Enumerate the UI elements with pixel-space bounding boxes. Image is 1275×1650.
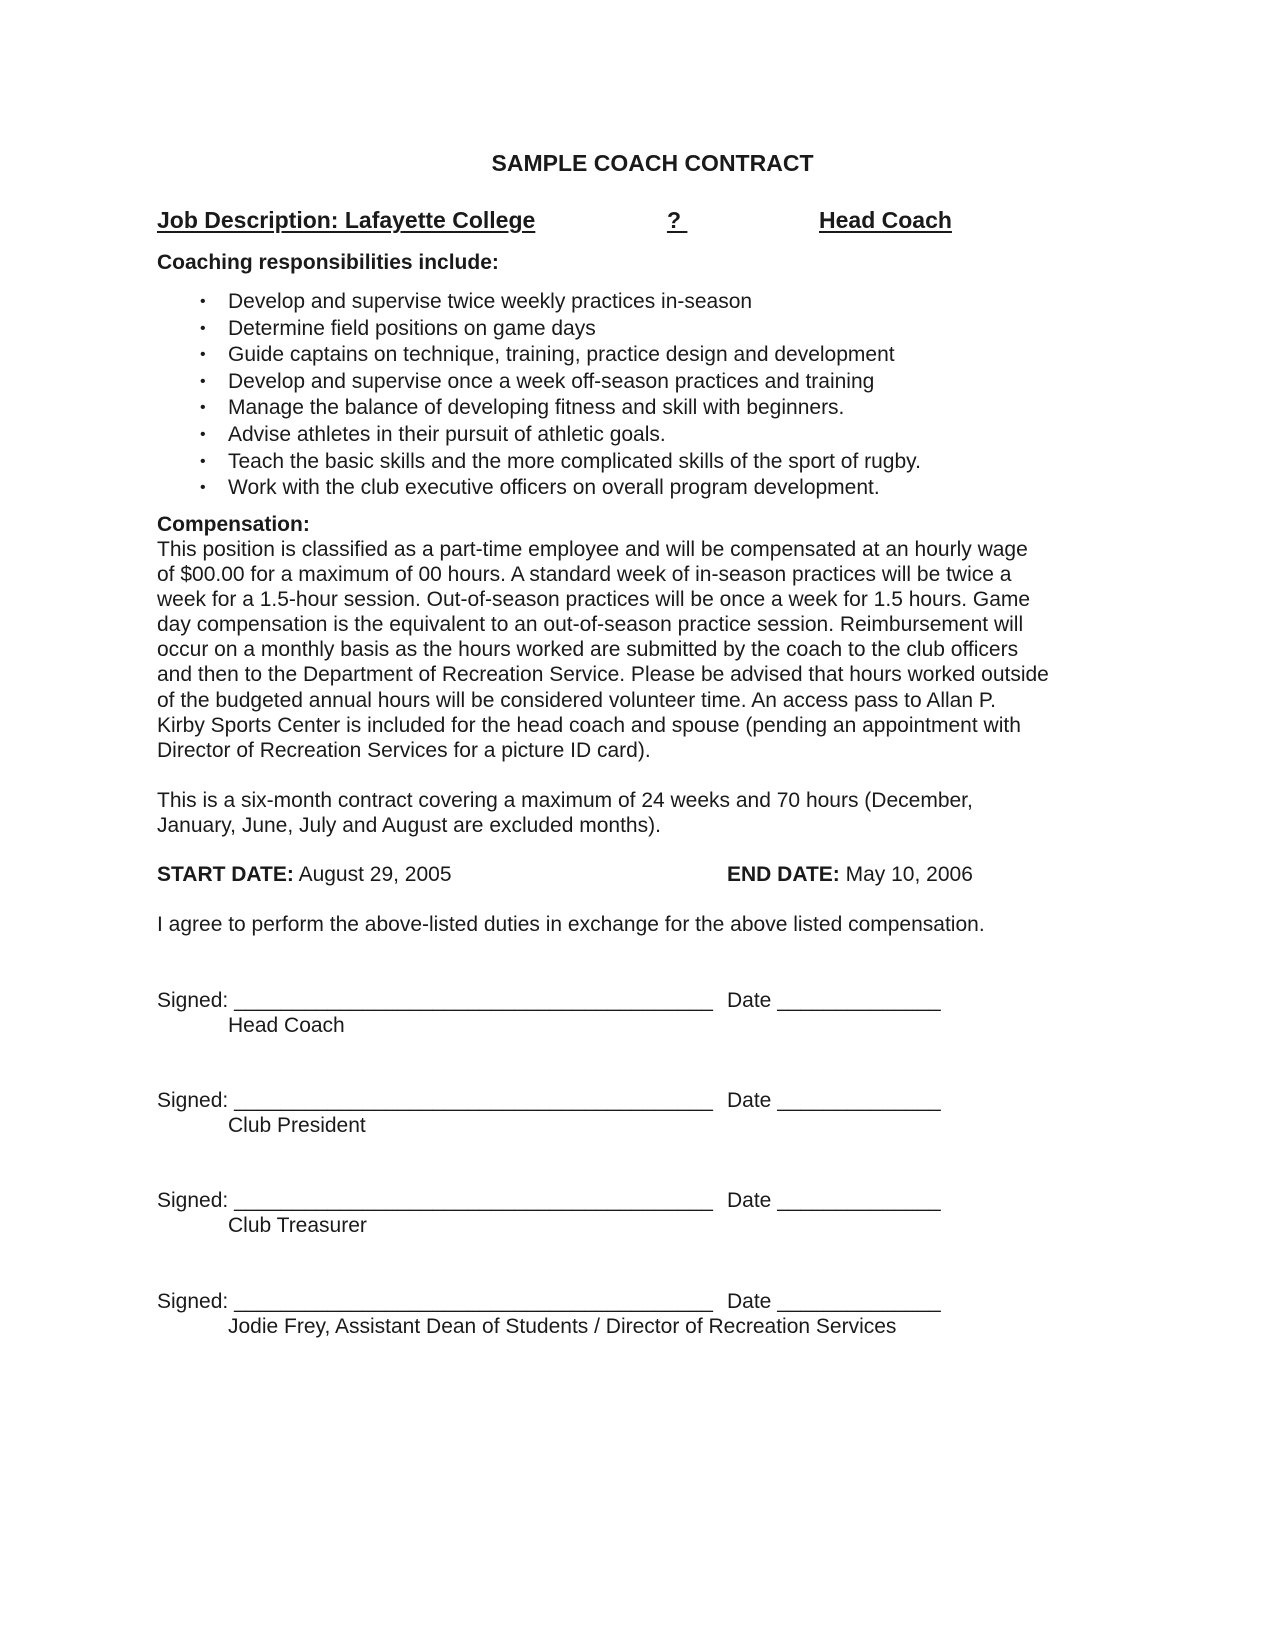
paragraph-line: of $00.00 for a maximum of 00 hours. A standard week of in-season practices will be twice a [157, 563, 1012, 587]
list-item [157, 449, 921, 476]
list-item [157, 422, 921, 449]
signer-role: Jodie Frey, Assistant Dean of Students / Director of Recreation Services [228, 1315, 897, 1338]
end-date [727, 863, 973, 887]
date-field[interactable]: ______________ [777, 1189, 941, 1212]
list-item-text: Teach the basic skills and the more complicated skills of the sport of rugby. [228, 449, 921, 473]
signed-label: Signed: [157, 1089, 229, 1112]
date-field[interactable]: ______________ [777, 989, 941, 1012]
document-title: SAMPLE COACH CONTRACT [491, 150, 814, 176]
bullet-icon: • [200, 346, 206, 364]
start-date-label: START DATE: [157, 863, 294, 886]
bullet-icon: • [200, 319, 206, 337]
list-item-text: Manage the balance of developing fitness and skill with beginners. [228, 396, 845, 420]
list-item [157, 369, 921, 396]
date-line [727, 989, 941, 1013]
job-description-separator: ? [666, 207, 681, 233]
list-item-text: Develop and supervise twice weekly practices in-season [228, 290, 753, 313]
paragraph-line: and then to the Department of Recreation Service. Please be advised that hours worked outside [157, 663, 1049, 687]
job-description-label: Job Description: Lafayette College [157, 207, 536, 233]
date-line [727, 1189, 941, 1213]
date-line [727, 1089, 941, 1113]
signature-field[interactable]: _________________________________________ [234, 1290, 713, 1313]
bullet-icon: • [200, 425, 206, 443]
signature-line [157, 989, 713, 1013]
list-item [157, 342, 921, 369]
paragraph-line: This position is classified as a part-time employee and will be compensated at an hourly wage [157, 538, 1028, 561]
list-item [157, 289, 921, 316]
signer-role: Head Coach [228, 1014, 345, 1037]
list-item [157, 475, 921, 502]
date-line [727, 1290, 941, 1314]
job-description-gap [681, 207, 819, 234]
date-field[interactable]: ______________ [777, 1290, 941, 1313]
date-label: Date [727, 1290, 772, 1313]
bullet-icon: • [200, 372, 206, 390]
list-item-text: Develop and supervise once a week off-season practices and training [228, 369, 875, 393]
signed-label: Signed: [157, 1290, 229, 1313]
bullet-icon: • [200, 479, 206, 497]
paragraph-line: Director of Recreation Services for a picture ID card). [157, 738, 651, 762]
signed-label: Signed: [157, 1189, 229, 1212]
paragraph-line: January, June, July and August are excluded months). [157, 814, 661, 838]
compensation-heading: Compensation: [157, 513, 310, 536]
end-date-label: END DATE: [727, 863, 840, 886]
contract-term-paragraph [157, 788, 1117, 838]
end-date-value: May 10, 2006 [845, 863, 973, 886]
agreement-statement: I agree to perform the above-listed duties in exchange for the above listed compensation. [157, 913, 985, 936]
signed-label: Signed: [157, 989, 229, 1012]
responsibilities-heading: Coaching responsibilities include: [157, 251, 499, 274]
signature-line [157, 1290, 713, 1314]
date-label: Date [727, 1089, 772, 1112]
date-label: Date [727, 1189, 772, 1212]
list-item-text: Guide captains on technique, training, practice design and development [228, 343, 895, 367]
bullet-icon: • [200, 399, 206, 417]
date-label: Date [727, 989, 772, 1012]
paragraph-line: day compensation is the equivalent to an out-of-season practice session. Reimbursement will [157, 613, 1024, 637]
start-date-value: August 29, 2005 [298, 863, 452, 886]
signature-line [157, 1089, 713, 1113]
bullet-icon: • [200, 293, 206, 310]
list-item-text: Advise athletes in their pursuit of athletic goals. [228, 422, 666, 446]
date-field[interactable]: ______________ [777, 1089, 941, 1112]
paragraph-line: This is a six-month contract covering a maximum of 24 weeks and 70 hours (December, [157, 789, 973, 812]
signature-line [157, 1189, 713, 1213]
list-item-text: Determine field positions on game days [228, 316, 596, 340]
signer-role: Club Treasurer [228, 1214, 367, 1237]
signer-role: Club President [228, 1114, 366, 1137]
responsibilities-list [157, 289, 921, 502]
job-description-gap-left [546, 207, 681, 234]
paragraph-line: Kirby Sports Center is included for the head coach and spouse (pending an appointment with [157, 713, 1021, 737]
list-item-text: Work with the club executive officers on overall program development. [228, 476, 880, 500]
list-item [157, 395, 921, 422]
list-item [157, 316, 921, 343]
signature-field[interactable]: _________________________________________ [234, 1189, 713, 1212]
paragraph-line: of the budgeted annual hours will be considered volunteer time. An access pass to Allan P. [157, 688, 996, 712]
start-date [157, 863, 452, 887]
paragraph-line: occur on a monthly basis as the hours worked are submitted by the coach to the club officers [157, 638, 1019, 662]
bullet-icon: • [200, 452, 206, 470]
signature-field[interactable]: _________________________________________ [234, 989, 713, 1012]
paragraph-line: week for a 1.5-hour session. Out-of-season practices will be once a week for 1.5 hours. Game [157, 588, 1031, 612]
signature-field[interactable]: _________________________________________ [234, 1089, 713, 1112]
job-description-position: Head Coach [819, 207, 952, 233]
compensation-paragraph [157, 537, 1117, 763]
